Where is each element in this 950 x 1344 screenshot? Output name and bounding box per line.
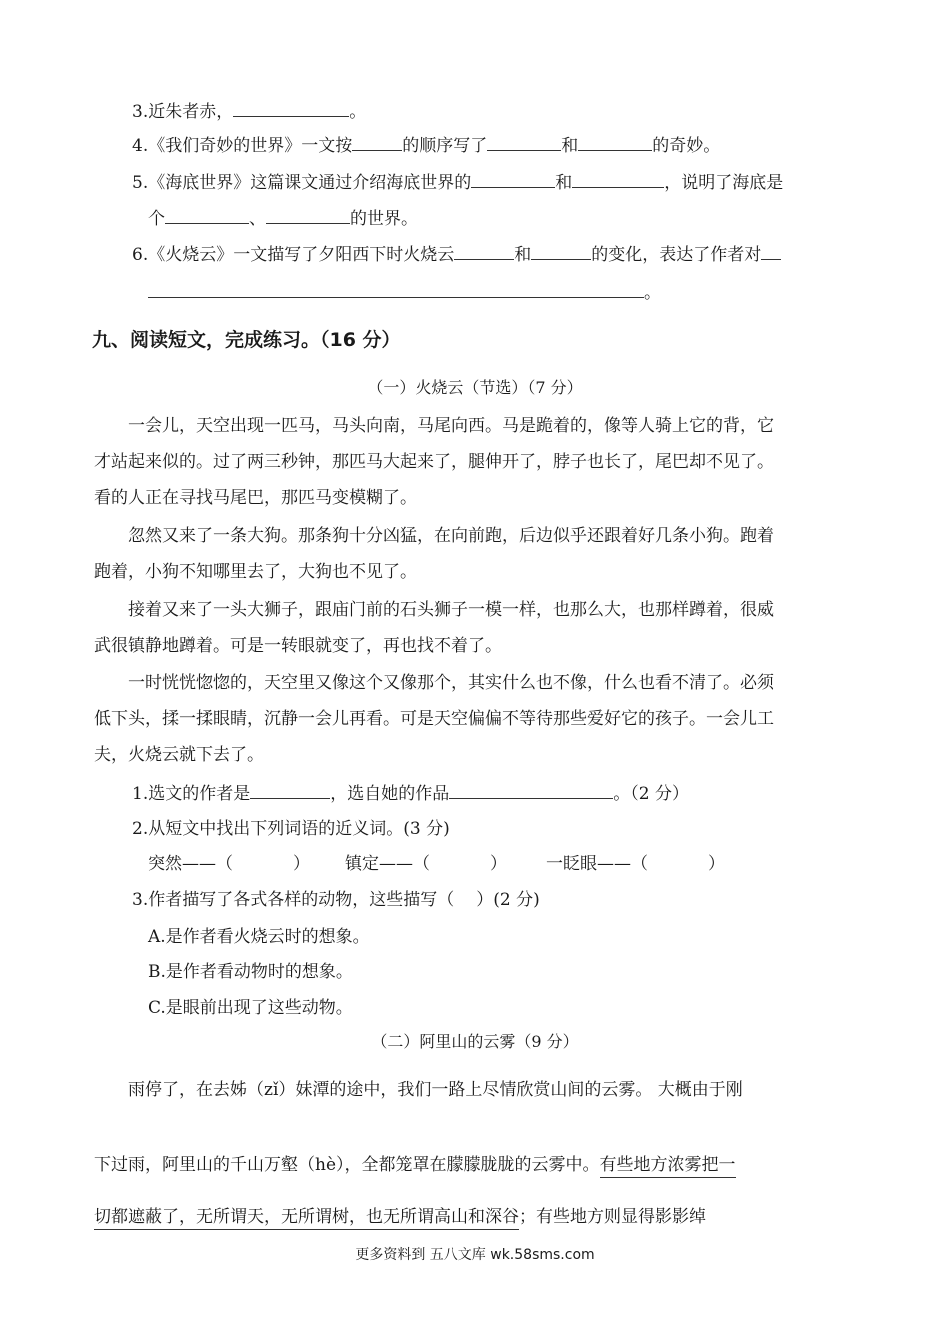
question-2: 2.从短文中找出下列词语的近义词。(3 分) xyxy=(132,819,450,839)
underlined-sentence: 有些地方浓雾把一 xyxy=(600,1155,736,1178)
question-3: 3.作者描写了各式各样的动物，这些描写（ ）(2 分) xyxy=(132,890,540,910)
part-1-title: （一）火烧云（节选）（7 分） xyxy=(367,378,583,397)
part-2-title: （二）阿里山的云雾（9 分） xyxy=(371,1032,579,1051)
answer-blank[interactable] xyxy=(531,243,591,260)
passage-paragraph-2: 忽然又来了一条大狗。那条狗十分凶猛，在向前跑，后边似乎还跟着好几条小狗。跑着 跑着，小狗不知哪里去了，大狗也不见了。 xyxy=(94,526,774,582)
fill-item-5-cont: 个 、 的世界。 xyxy=(148,209,418,229)
question-1: 1.选文的作者是 ，选自她的作品 。（2 分） xyxy=(132,784,689,804)
question-2-word-1: 突然——（ ） xyxy=(148,854,310,874)
fill-item-6-cont: 。 xyxy=(148,281,661,304)
answer-blank[interactable] xyxy=(578,134,652,151)
passage-paragraph-1: 一会儿，天空出现一匹马，马头向南，马尾向西。马是跪着的，像等人骑上它的背，它 才站起来似的。过了两三秒钟，那匹马大起来了，腿伸开了，脖子也长了，尾巴却不见了。 看的人正在寻找马尾巴，那匹马变模糊了。 xyxy=(94,416,774,508)
answer-blank[interactable] xyxy=(250,782,330,799)
fill-item-5: 5.《海底世界》这篇课文通过介绍海底世界的 和 ，说明了海底是 xyxy=(132,173,784,193)
passage-paragraph-3: 接着又来了一头大狮子，跟庙门前的石头狮子一模一样，也那么大，也那样蹲着，很威 武很镇静地蹲着。可是一转眼就变了，再也找不着了。 xyxy=(94,600,774,656)
answer-blank[interactable] xyxy=(352,134,402,151)
answer-blank[interactable] xyxy=(572,171,664,188)
fill-item-6: 6.《火烧云》一文描写了夕阳西下时火烧云 和 的变化，表达了作者对 xyxy=(132,243,781,266)
answer-blank[interactable] xyxy=(266,207,350,224)
answer-blank[interactable] xyxy=(487,134,561,151)
answer-blank[interactable] xyxy=(761,243,781,260)
answer-blank[interactable] xyxy=(165,207,249,224)
question-2-word-3: 一眨眼——（ ） xyxy=(546,854,725,874)
underlined-sentence: 切都遮蔽了，无所谓天，无所谓树，也无所谓高山和深谷 xyxy=(94,1207,519,1230)
footer-link[interactable]: 更多资料到 五八文库 wk.58sms.com xyxy=(355,1247,595,1263)
option-a[interactable]: A.是作者看火烧云时的想象。 xyxy=(148,927,370,947)
answer-blank[interactable] xyxy=(233,100,349,117)
passage-2-line-3: 切都遮蔽了，无所谓天，无所谓树，也无所谓高山和深谷；有些地方则显得影影绰 xyxy=(94,1206,706,1228)
passage-2-line-2: 下过雨，阿里山的千山万壑（hè），全都笼罩在朦朦胧胧的云雾中。有些地方浓雾把一 xyxy=(94,1154,736,1176)
fill-item-3: 3.近朱者赤， 。 xyxy=(132,102,367,122)
answer-blank[interactable] xyxy=(471,171,555,188)
passage-paragraph-4: 一时恍恍惚惚的，天空里又像这个又像那个，其实什么也不像，什么也看不清了。必须 低下头，揉一揉眼睛，沉静一会儿再看。可是天空偏偏不等待那些爱好它的孩子。一会儿工 夫，火烧云就下去了。 xyxy=(94,673,774,765)
answer-blank[interactable] xyxy=(449,782,613,799)
option-c[interactable]: C.是眼前出现了这些动物。 xyxy=(148,998,353,1018)
answer-blank[interactable] xyxy=(148,281,644,298)
question-2-word-2: 镇定——（ ） xyxy=(345,854,507,874)
fill-item-4: 4.《我们奇妙的世界》一文按 的顺序写了 和 的奇妙。 xyxy=(132,136,721,156)
passage-2-line-1: 雨停了，在去姊（zǐ）妹潭的途中，我们一路上尽情欣赏山间的云雾。 大概由于刚 xyxy=(128,1080,743,1100)
section-heading: 九、阅读短文，完成练习。（16 分） xyxy=(92,329,401,351)
option-b[interactable]: B.是作者看动物时的想象。 xyxy=(148,962,353,982)
answer-blank[interactable] xyxy=(454,243,514,260)
